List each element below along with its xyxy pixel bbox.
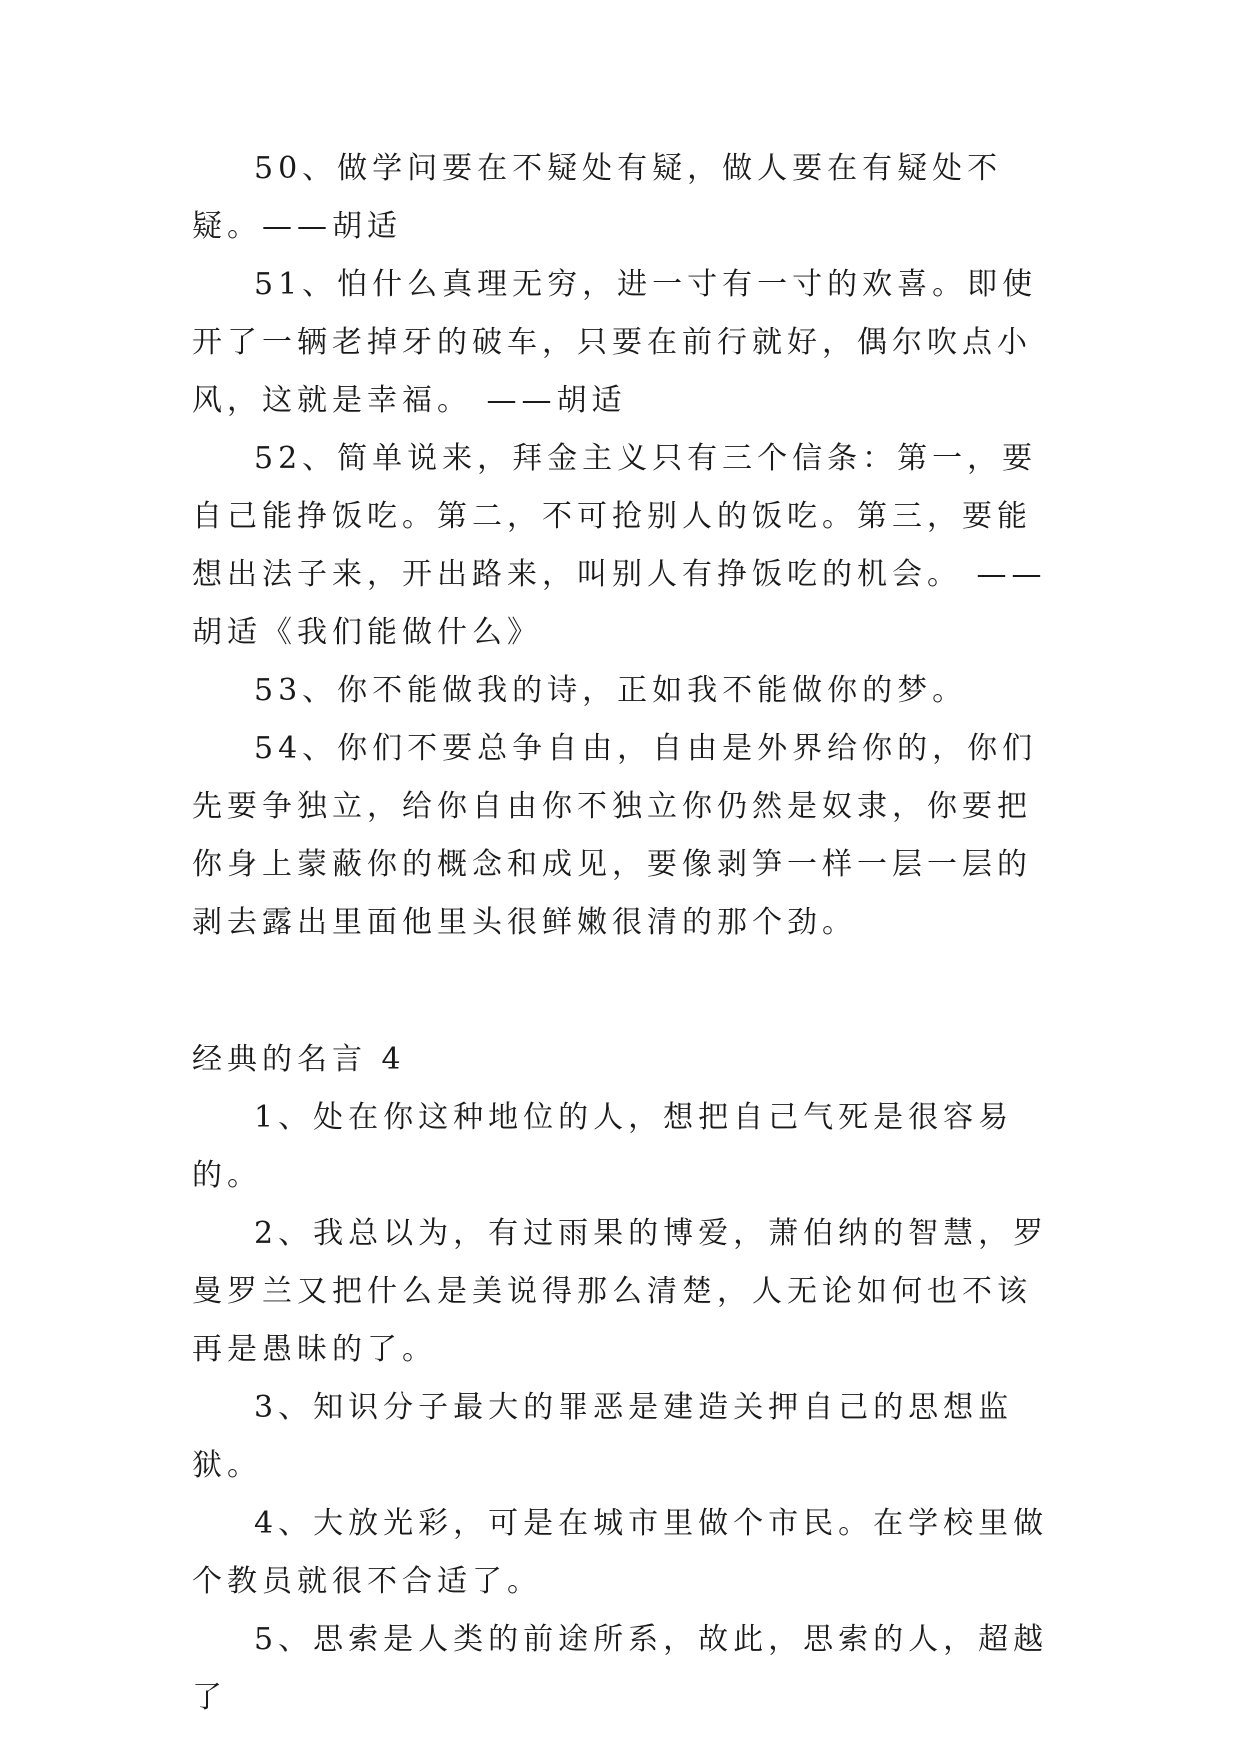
quotes-section-1 [192,140,1052,952]
quote-50: 50、做学问要在不疑处有疑，做人要在有疑处不疑。——胡适 [192,151,1003,244]
quote-2: 2、我总以为，有过雨果的博爱，萧伯纳的智慧，罗曼罗兰又把什么是美说得那么清楚，人无论如何也不该再是愚昧的了。 [192,1216,1049,1367]
quote-4: 4、大放光彩，可是在城市里做个市民。在学校里做个教员就很不合适了。 [192,1506,1049,1599]
quote-5: 5、思索是人类的前途所系，故此，思索的人，超越了 [192,1622,1049,1715]
quote-1: 1、处在你这种地位的人，想把自己气死是很容易的。 [192,1100,1014,1193]
section-heading: 经典的名言 4 [192,1042,406,1077]
quote-53: 53、你不能做我的诗，正如我不能做你的梦。 [254,673,968,708]
quote-52: 52、简单说来，拜金主义只有三个信条：第一，要自己能挣饭吃。第二，不可抢别人的饭吃。第三，要能想出法子来，开出路来，叫别人有挣饭吃的机会。 ——胡适《我们能做什么》 [192,441,1047,650]
quotes-section-2 [192,1031,1052,1727]
quote-51: 51、怕什么真理无穷，进一寸有一寸的欢喜。即使开了一辆老掉牙的破车，只要在前行就好，偶尔吹点小风，这就是幸福。 ——胡适 [192,267,1038,418]
quote-54: 54、你们不要总争自由，自由是外界给你的，你们先要争独立，给你自由你不独立你仍然是奴隶，你要把你身上蒙蔽你的概念和成见，要像剥笋一样一层一层的剥去露出里面他里头很鲜嫩很清的那个劲。 [192,731,1038,940]
quote-3: 3、知识分子最大的罪恶是建造关押自己的思想监狱。 [192,1390,1014,1483]
